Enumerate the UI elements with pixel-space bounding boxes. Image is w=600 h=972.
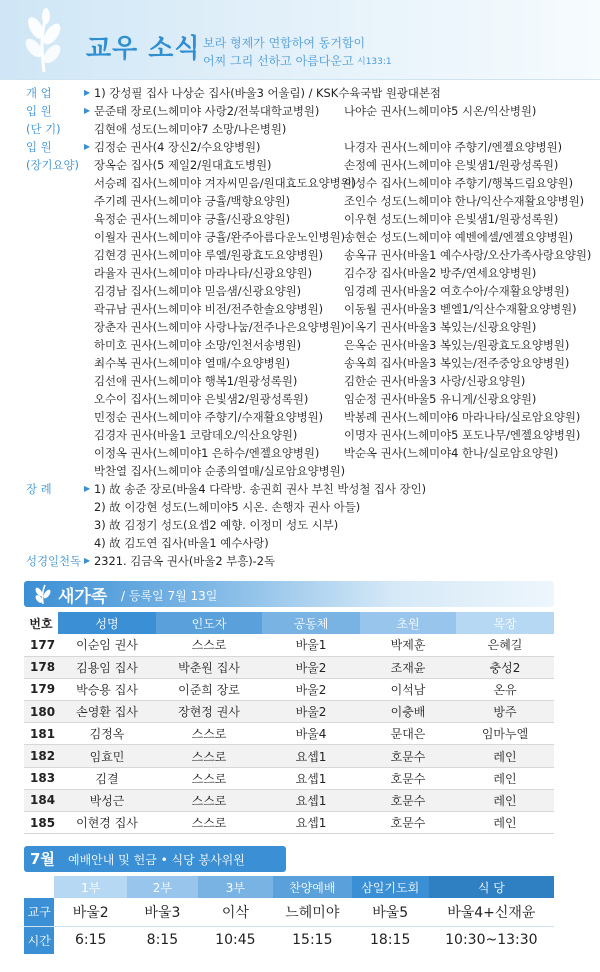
table-cell: 바울2: [262, 656, 360, 678]
table-cell: 181: [24, 723, 58, 745]
service-table: [24, 876, 554, 954]
table-cell: 은혜길: [456, 634, 554, 656]
news-row: [0, 462, 600, 480]
table-cell: 183: [24, 767, 58, 789]
news-entry: 김수장 집사(바울2 방주/연세요양병원): [344, 266, 537, 280]
table-cell: 스스로: [156, 767, 262, 789]
arrow-right-icon: ▶: [84, 556, 91, 565]
news-entry: 오수이 집사(느헤미야 은빛샘2/원광성록원): [94, 392, 309, 406]
arrow-right-icon: ▶: [84, 106, 91, 115]
arrow-right-icon: ▶: [84, 88, 91, 97]
table-cell: 177: [24, 634, 58, 656]
table-row: [24, 812, 554, 834]
service-cell: 10:30~13:30: [445, 932, 538, 949]
table-cell: 이현경 집사: [58, 812, 156, 834]
table-cell: 바울2: [262, 701, 360, 723]
news-row: [0, 426, 600, 444]
news-category-label: (장기요양): [26, 158, 79, 172]
news-entry: 송현순 성도(느헤미야 예벤에셀/엔젤요양병원): [344, 230, 574, 244]
news-entry: 2) 故 이강현 성도(느헤미야5 시온. 손행자 권사 아들): [94, 500, 361, 514]
table-row: [24, 678, 554, 700]
service-cell: 18:15: [370, 932, 411, 949]
table-cell: 스스로: [156, 812, 262, 834]
service-cell: 느헤미야: [273, 898, 352, 926]
table-row: [24, 767, 554, 789]
news-row: [0, 210, 600, 228]
service-cell: 바울2: [54, 898, 127, 926]
table-header: 목장: [456, 612, 554, 634]
table-header: 공동체: [262, 612, 360, 634]
news-entry: 이옥기 권사(바울3 복있는/신광요양원): [344, 320, 537, 334]
news-entry: 3) 故 김정기 성도(요셉2 예향. 이정미 성도 시부): [94, 518, 339, 532]
news-category-label: 개 업: [26, 86, 52, 100]
arrow-right-icon: ▶: [84, 484, 91, 493]
news-row: [0, 318, 600, 336]
news-entry: 박순옥 권사(느헤미야4 한나/실로암요양원): [344, 446, 559, 460]
table-cell: 장현정 권사: [156, 701, 262, 723]
news-entry: 김경남 집사(느헤미야 믿음샘/신광요양원): [94, 284, 302, 298]
news-entry: 박봉례 권사(느헤미야6 마라나타/실로암요양원): [344, 410, 581, 424]
table-cell: 이준희 장로: [156, 678, 262, 700]
table-cell: 손영환 집사: [58, 701, 156, 723]
news-entry: 송옥규 권사(바울1 예수사랑/오산가족사랑요양원): [344, 248, 592, 262]
news-row: [0, 408, 600, 426]
service-month: 7월: [30, 850, 55, 868]
table-cell: 요셉1: [262, 745, 360, 767]
service-cell: 바울3: [127, 898, 198, 926]
news-entry: 이성수 집사(느헤미야 주향기/행복드림요양원): [344, 176, 574, 190]
table-cell: 바울2: [262, 678, 360, 700]
table-cell: 방주: [456, 701, 554, 723]
service-header: 찬양예배: [273, 876, 352, 898]
table-header: 인도자: [156, 612, 262, 634]
news-entry: 이명자 권사(느헤미야5 포도나무/엔젤요양병원): [344, 428, 581, 442]
table-cell: 182: [24, 745, 58, 767]
table-cell: 스스로: [156, 634, 262, 656]
new-family-table: [24, 612, 554, 834]
table-row: [24, 634, 554, 656]
verse-line-2: 어찌 그리 선하고 아름다운고: [203, 54, 354, 68]
news-category-label: (단 기): [26, 122, 61, 136]
news-row: [0, 516, 600, 534]
service-header: 삼일기도회: [352, 876, 429, 898]
news-entry: 4) 故 김도연 집사(바울1 예수사랑): [94, 536, 269, 550]
news-entry: 손정예 권사(느헤미야 은빛샘1/원광성록원): [344, 158, 559, 172]
news-entry: 1) 故 송준 장로(바울4 다락방. 송권희 권사 부친 박성철 집사 장인): [94, 482, 427, 496]
news-entry: 주기례 권사(느헤미야 긍휼/백향요양원): [94, 194, 291, 208]
news-row: [0, 372, 600, 390]
verse-line-1: 보라 형제가 연합하여 동거함이: [203, 36, 366, 50]
news-category-label: 장 례: [26, 482, 52, 496]
table-cell: 레인: [456, 812, 554, 834]
service-corner: [24, 876, 54, 898]
news-row: [0, 336, 600, 354]
table-cell: 김결: [58, 767, 156, 789]
table-cell: 184: [24, 789, 58, 811]
news-entry: 민정순 권사(느헤미야 주향기/수재활요양병원): [94, 410, 324, 424]
news-entry: 김정순 권사(4 장신2/수요양병원): [94, 140, 261, 154]
news-row: [0, 174, 600, 192]
leaf-icon: [32, 583, 54, 605]
news-entry: 이월자 권사(느헤미야 긍휼/완주아름다운노인병원): [94, 230, 346, 244]
service-cell: 10:45: [215, 932, 256, 949]
news-entry: 2321. 김금옥 권사(바울2 부흥)-2독: [94, 554, 275, 568]
page-title: 교우 소식: [86, 34, 201, 64]
table-cell: 요셉1: [262, 812, 360, 834]
service-header: 1부: [54, 876, 127, 898]
news-entry: 김경자 권사(바울1 코람데오/익산요양원): [94, 428, 298, 442]
service-row-label: 시간: [24, 926, 54, 954]
news-row: [0, 444, 600, 462]
table-cell: 이순임 권사: [58, 634, 156, 656]
news-entry: 이동월 권사(바울3 벧엘1/익산수재활요양병원): [344, 302, 577, 316]
news-entry: 김한순 권사(바울3 사랑/신광요양원): [344, 374, 526, 388]
news-entry: 하미호 권사(느헤미야 소망/인천서송병원): [94, 338, 302, 352]
table-cell: 온유: [456, 678, 554, 700]
news-row: [0, 498, 600, 516]
table-cell: 178: [24, 656, 58, 678]
news-row: [0, 552, 600, 570]
table-cell: 스스로: [156, 723, 262, 745]
news-entry: 곽규남 권사(느헤미야 비전/전주한솔요양병원): [94, 302, 324, 316]
news-entry: 장옥순 집사(5 제일2/원대효도병원): [94, 158, 272, 172]
news-row: [0, 480, 600, 498]
news-entry: 라율자 권사(느헤미야 마라나타/신광요양원): [94, 266, 313, 280]
table-cell: 이석남: [360, 678, 456, 700]
table-row: [24, 656, 554, 678]
news-entry: 송옥희 집사(바울3 복있는/전주중앙요양병원): [344, 356, 570, 370]
news-category-label: 입 원: [26, 104, 52, 118]
table-cell: 스스로: [156, 789, 262, 811]
service-cell: 8:15: [146, 932, 179, 949]
news-entry: 이우현 성도(느헤미야 은빛샘1/원광성록원): [344, 212, 559, 226]
table-cell: 이충배: [360, 701, 456, 723]
news-entry: 문준태 장로(느헤미야 사랑2/전북대학교병원): [94, 104, 320, 118]
table-cell: 185: [24, 812, 58, 834]
news-entry: 은옥순 권사(바울3 복있는/원광효도요양병원): [344, 338, 570, 352]
header-banner: [0, 0, 600, 80]
table-row: [24, 745, 554, 767]
news-entry: 김선애 권사(느헤미야 행복1/원광성록원): [94, 374, 298, 388]
table-cell: 박제훈: [360, 634, 456, 656]
table-cell: 바울4: [262, 723, 360, 745]
news-entry: 조인수 성도(느헤미야 한나/익산수재활요양병원): [344, 194, 585, 208]
verse-reference: 시133:1: [357, 57, 392, 67]
table-cell: 레인: [456, 745, 554, 767]
news-entry: 서승례 집사(느헤미야 겨자씨믿음/원대효도요양병원): [94, 176, 357, 190]
table-cell: 문대은: [360, 723, 456, 745]
table-cell: 충성2: [456, 656, 554, 678]
new-family-title: 새가족: [58, 587, 108, 607]
table-cell: 180: [24, 701, 58, 723]
table-cell: 임효민: [58, 745, 156, 767]
news-entry: 임순정 권사(바울5 유니게/신광요양원): [344, 392, 537, 406]
news-row: [0, 138, 600, 156]
table-cell: 레인: [456, 767, 554, 789]
service-header: 식 당: [429, 876, 554, 898]
news-row: [0, 300, 600, 318]
table-cell: 호문수: [360, 745, 456, 767]
news-row: [0, 282, 600, 300]
table-cell: 바울1: [262, 634, 360, 656]
table-cell: 호문수: [360, 789, 456, 811]
table-cell: 임마누엘: [456, 723, 554, 745]
news-entry: 임경례 권사(바울2 여호수아/수재활요양병원): [344, 284, 570, 298]
table-cell: 박성근: [58, 789, 156, 811]
news-entry: 장춘자 권사(느헤미야 사랑나눔/전주나은요양병원): [94, 320, 346, 334]
news-row: [0, 84, 600, 102]
new-family-registration-date: / 등록일 7월 13일: [121, 589, 218, 603]
news-row: [0, 264, 600, 282]
news-entry: 김현경 권사(느헤미야 루엘/원광효도요양병원): [94, 248, 324, 262]
leaf-icon: [18, 8, 70, 74]
service-cell: 바울4+신재윤: [429, 898, 554, 926]
table-header: 초원: [360, 612, 456, 634]
news-entry: 나경자 권사(느헤미야 주향기/엔젤요양병원): [344, 140, 563, 154]
table-row: [24, 723, 554, 745]
table-header: 번호: [24, 612, 58, 634]
table-cell: 레인: [456, 789, 554, 811]
table-row: [24, 701, 554, 723]
news-category-label: 성경일천독: [26, 554, 82, 568]
news-entry: 나야순 권사(느헤미야5 시온/익산병원): [344, 104, 537, 118]
news-row: [0, 192, 600, 210]
service-header: 2부: [127, 876, 198, 898]
news-category-label: 입 원: [26, 140, 52, 154]
service-title: 예배안내 및 헌금 • 식당 봉사위원: [68, 853, 245, 867]
table-cell: 김정옥: [58, 723, 156, 745]
news-entry: 최수복 권사(느헤미야 열매/수요양병원): [94, 356, 291, 370]
table-cell: 조재윤: [360, 656, 456, 678]
news-row: [0, 534, 600, 552]
service-cell: 15:15: [292, 932, 333, 949]
news-row: [0, 120, 600, 138]
table-cell: 요셉1: [262, 789, 360, 811]
table-cell: 스스로: [156, 745, 262, 767]
news-row: [0, 390, 600, 408]
news-row: [0, 156, 600, 174]
table-cell: 요셉1: [262, 767, 360, 789]
service-row-label: 교구: [24, 898, 54, 926]
table-cell: 호문수: [360, 767, 456, 789]
news-entry: 1) 강성필 집사 나상순 집사(바울3 어울림) / KSK수육국밥 원광대본점: [94, 86, 441, 100]
news-row: [0, 102, 600, 120]
arrow-right-icon: ▶: [84, 142, 91, 151]
table-header: 성명: [58, 612, 156, 634]
table-cell: 호문수: [360, 812, 456, 834]
table-cell: 김용임 집사: [58, 656, 156, 678]
table-cell: 박승용 집사: [58, 678, 156, 700]
news-entry: 박찬열 집사(느헤미야 순종의열매/실로암요양병원): [94, 464, 346, 478]
table-row: [24, 789, 554, 811]
news-row: [0, 354, 600, 372]
news-entry: 김현애 성도(느헤미야7 소망/나은병원): [94, 122, 287, 136]
service-cell: 6:15: [75, 932, 107, 949]
news-row: [0, 228, 600, 246]
news-entry: 이정옥 권사(느헤미야1 은하수/엔젤요양병원): [94, 446, 320, 460]
news-entry: 육정순 권사(느헤미야 긍휼/신광요양원): [94, 212, 291, 226]
service-header: 3부: [198, 876, 273, 898]
table-cell: 박춘원 집사: [156, 656, 262, 678]
news-row: [0, 246, 600, 264]
service-cell: 바울5: [352, 898, 429, 926]
table-cell: 179: [24, 678, 58, 700]
service-cell: 이삭: [198, 898, 273, 926]
